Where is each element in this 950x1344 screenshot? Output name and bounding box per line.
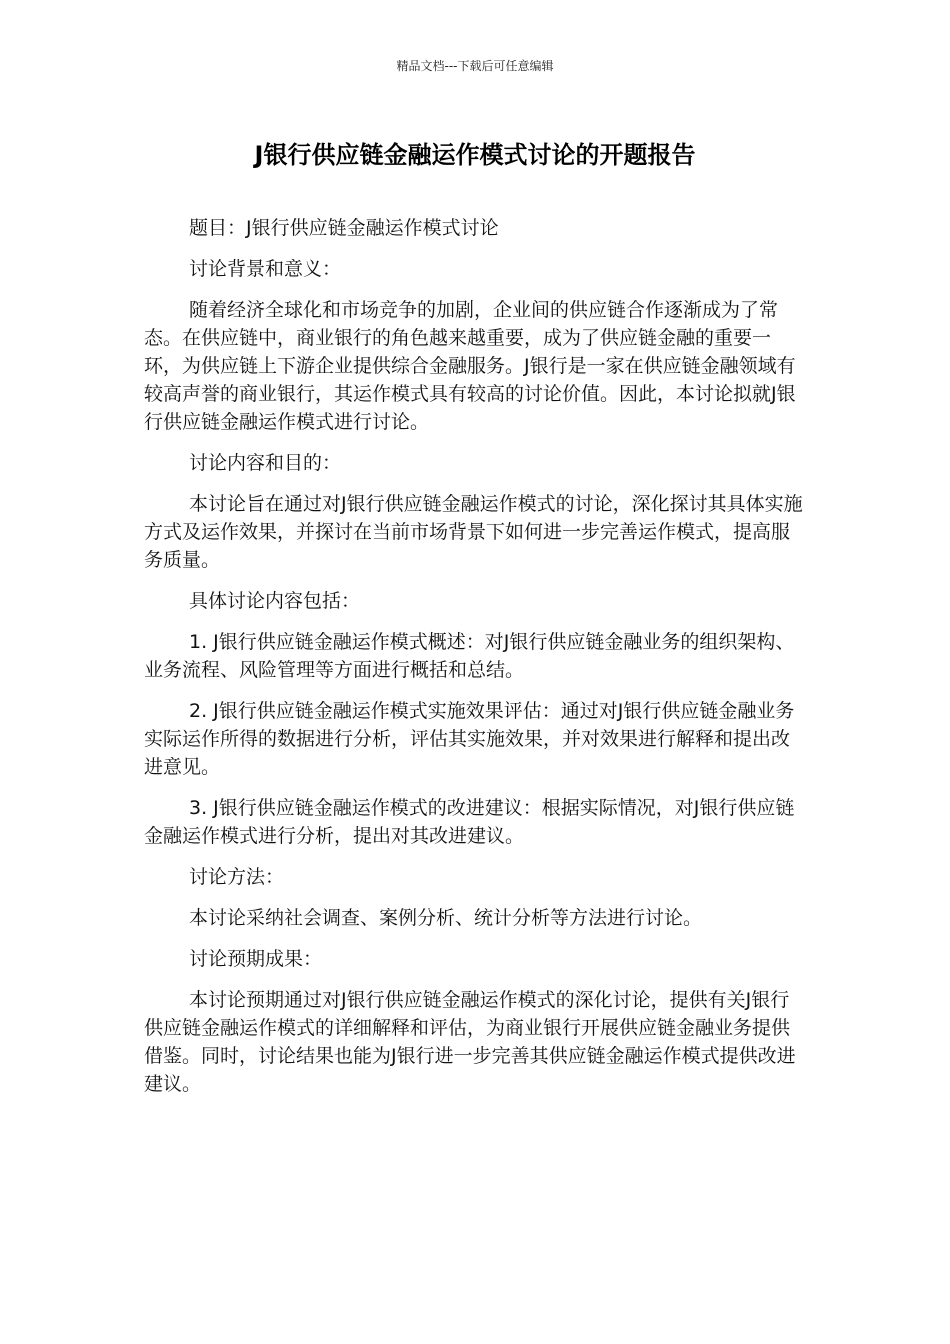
- section-heading-specific-content: 具体讨论内容包括：: [189, 590, 361, 612]
- section-heading-expected-results: 讨论预期成果：: [189, 948, 323, 970]
- list-item-2: 2. J银行供应链金融运作模式实施效果评估：通过对J银行供应链金融业务实际运作所得的数据进行分析，评估其实施效果，并对效果进行解释和提出改进意见。: [144, 700, 795, 778]
- section-heading-content: 讨论内容和目的：: [189, 452, 342, 474]
- list-item-1: 1. J银行供应链金融运作模式概述：对J银行供应链金融业务的组织架构、业务流程、风险管理等方面进行概括和总结。: [144, 631, 795, 681]
- document-body: [144, 214, 806, 1111]
- document-title: J银行供应链金融运作模式讨论的开题报告: [254, 141, 696, 169]
- list-item-3: 3. J银行供应链金融运作模式的改进建议：根据实际情况，对J银行供应链金融运作模式进行分析，提出对其改进建议。: [144, 797, 795, 847]
- topic-line: 题目：J银行供应链金融运作模式讨论: [189, 217, 499, 239]
- header-note: 精品文档---下载后可任意编辑: [396, 59, 554, 73]
- paragraph-expected-results: 本讨论预期通过对J银行供应链金融运作模式的深化讨论，提供有关J银行供应链金融运作模式的详细解释和评估，为商业银行开展供应链金融业务提供借鉴。同时，讨论结果也能为J银行进一步完善其供应链金融运作模式提供改进建议。: [144, 989, 796, 1095]
- paragraph-method: 本讨论采纳社会调查、案例分析、统计分析等方法进行讨论。: [189, 907, 703, 929]
- section-heading-method: 讨论方法：: [189, 866, 285, 888]
- section-heading-background: 讨论背景和意义：: [189, 258, 342, 280]
- paragraph-background: 随着经济全球化和市场竞争的加剧，企业间的供应链合作逐渐成为了常态。在供应链中，商业银行的角色越来越重要，成为了供应链金融的重要一环，为供应链上下游企业提供综合金融服务。J银行是一家在供应链金融领域有较高声誉的商业银行，其运作模式具有较高的讨论价值。因此，本讨论拟就J银行供应链金融运作模式进行讨论。: [144, 299, 796, 433]
- paragraph-content: 本讨论旨在通过对J银行供应链金融运作模式的讨论，深化探讨其具体实施方式及运作效果，并探讨在当前市场背景下如何进一步完善运作模式，提高服务质量。: [144, 493, 803, 571]
